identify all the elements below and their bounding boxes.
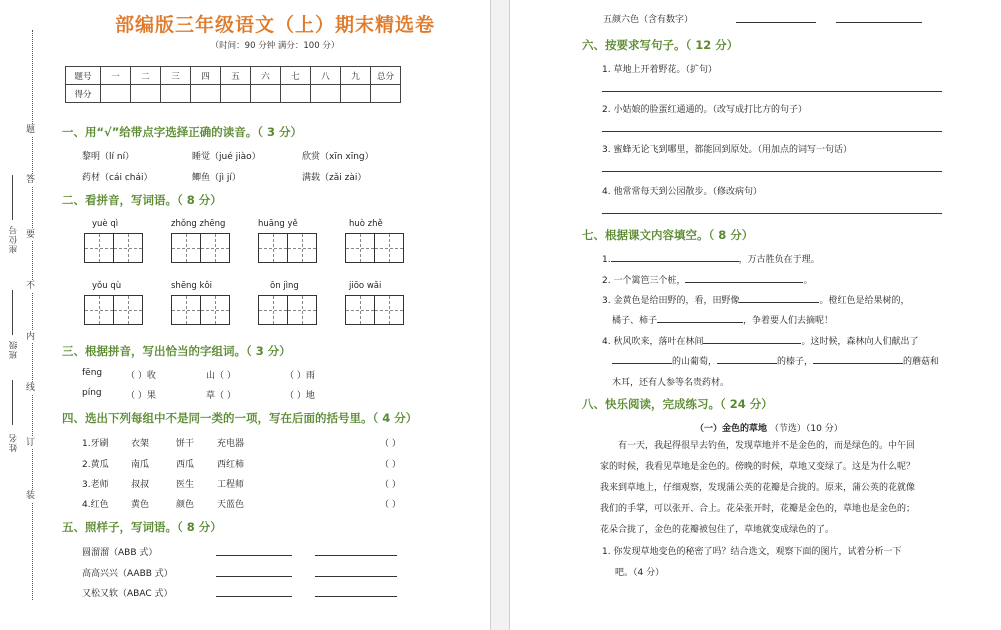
answer-line[interactable] <box>315 555 397 556</box>
pronunciation-item[interactable]: 鲫鱼（jì jí） <box>192 173 241 183</box>
section-5-title: 五、照样子，写词语。（ 8 分） <box>62 520 222 534</box>
pinyin-label: huò zhě <box>349 219 383 229</box>
answer-blank[interactable] <box>611 252 739 262</box>
passage-title-note: （节选）（10 分） <box>769 424 843 434</box>
pinyin-label: yuè qì <box>92 219 119 229</box>
passage-line: 我来到草地上，仔细观察，发现蒲公英的花瓣是合拢的。原来，蒲公英的花就像 <box>600 483 916 493</box>
exam-title: 部编版三年级语文（上）期末精选卷 <box>114 14 435 36</box>
score-cell[interactable] <box>191 85 221 103</box>
fill-in-blank[interactable]: （ ）雨 <box>285 371 315 381</box>
answer-blank[interactable] <box>685 273 803 283</box>
score-header-cell: 八 <box>311 67 341 85</box>
fill-in-blank[interactable]: （ ）果 <box>126 391 156 401</box>
score-cell[interactable] <box>371 85 401 103</box>
word-option: 颜色 <box>176 500 195 510</box>
section-3-title: 三、根据拼音，写出恰当的字组词。（ 3 分） <box>62 344 291 358</box>
sentence-question: 2. 小姑娘的脸蛋红通通的。（改写成打比方的句子） <box>602 105 807 115</box>
answer-line[interactable] <box>602 131 942 132</box>
score-cell[interactable] <box>131 85 161 103</box>
tianzige-box[interactable] <box>84 295 114 325</box>
binding-char: 不 <box>26 281 36 291</box>
fill-text: 橘子、柿子 <box>612 316 658 326</box>
pinyin-label: yǒu qù <box>92 281 122 291</box>
fill-text: 2. 一个篱笆三个桩， <box>602 276 686 286</box>
binding-dotted-line <box>32 30 33 600</box>
score-table-header-row <box>66 67 401 85</box>
passage-line: 花朵合拢了，金色的花瓣被包住了，草地就变成绿色的了。 <box>600 525 835 535</box>
binding-char: 要 <box>26 230 36 240</box>
pinyin-label: shēng kǒi <box>171 281 213 291</box>
answer-paren[interactable]: （ ） <box>380 439 401 449</box>
fill-text: ，争着要人们去摘呢！ <box>743 316 834 326</box>
answer-blank[interactable] <box>739 293 819 303</box>
score-cell[interactable] <box>221 85 251 103</box>
answer-line[interactable] <box>216 576 292 577</box>
score-cell[interactable] <box>281 85 311 103</box>
passage-title <box>695 421 843 434</box>
fill-text: 3. 金黄色是给田野的，看，田野像 <box>602 296 740 306</box>
section-2-title: 二、看拼音，写词语。（ 8 分） <box>62 193 222 207</box>
tianzige-box[interactable] <box>113 233 143 263</box>
score-row-label: 得分 <box>66 85 101 103</box>
binding-strip <box>0 0 48 630</box>
tianzige-box[interactable] <box>200 233 230 263</box>
word-option: 充电器 <box>217 439 245 449</box>
word-option: 4.红色 <box>82 500 109 510</box>
pronunciation-item[interactable]: 药材（cái chái） <box>82 173 153 183</box>
word-option: 叔叔 <box>131 480 150 490</box>
pinyin-label: jiōo wǎi <box>349 281 382 291</box>
binding-char: 题 <box>26 125 36 135</box>
sentence-question: 1. 草地上开着野花。（扩句） <box>602 65 717 75</box>
pinyin-label: huāng yě <box>258 219 298 229</box>
answer-blank[interactable] <box>612 354 672 364</box>
word-option: 天蓝色 <box>217 500 245 510</box>
section-6-title: 六、按要求写句子。（ 12 分） <box>582 38 739 52</box>
passage-line: 家的时候，我看见草地是金色的。傍晚的时候，草地又变绿了。这是为什么呢？ <box>600 462 916 472</box>
answer-paren[interactable]: （ ） <box>380 460 401 470</box>
answer-blank[interactable] <box>813 354 903 364</box>
fill-text: 4. 秋风吹来，落叶在林间 <box>602 337 704 347</box>
fill-text: 的蘑菇和 <box>903 357 940 367</box>
reading-question-cont: 吧。（4 分） <box>615 568 665 578</box>
score-header-cell: 题号 <box>66 67 101 85</box>
pronunciation-item[interactable]: 欣赏（xīn xīng） <box>302 152 374 162</box>
fill-text: 。 <box>803 276 813 286</box>
tianzige-box[interactable] <box>345 233 375 263</box>
fill-text: 1. <box>602 255 611 265</box>
answer-line[interactable] <box>602 171 942 172</box>
passage-line: 有一天，我起得很早去钓鱼，发现草地并不是金色的，而是绿色的。中午回 <box>618 441 916 451</box>
passage-title-text: （一）金色的草地 <box>695 424 768 434</box>
name-label: 姓名 <box>9 433 19 452</box>
word-option: 3.老师 <box>82 480 109 490</box>
score-header-cell: 四 <box>191 67 221 85</box>
section-8-title: 八、快乐阅读，完成练习。（ 24 分） <box>582 397 773 411</box>
score-header-cell: 六 <box>251 67 281 85</box>
answer-line[interactable] <box>836 22 922 23</box>
answer-paren[interactable]: （ ） <box>380 480 401 490</box>
sentence-question: 3. 蜜蜂无论飞到哪里，都能回到原处。（用加点的词写一句话） <box>602 145 852 155</box>
name-line[interactable] <box>12 380 13 425</box>
answer-blank[interactable] <box>657 313 743 323</box>
right-page <box>510 0 1001 630</box>
score-cell[interactable] <box>341 85 371 103</box>
word-option: 1.牙刷 <box>82 439 109 449</box>
tianzige-box[interactable] <box>171 233 201 263</box>
pinyin-prompt: píng <box>82 388 102 398</box>
binding-char: 内 <box>26 332 36 342</box>
word-option: 衣架 <box>131 439 150 449</box>
fill-line <box>612 313 833 326</box>
tianzige-box[interactable] <box>113 295 143 325</box>
fill-text: 。橙红色是给果树的， <box>819 296 910 306</box>
score-header-cell: 五 <box>221 67 251 85</box>
fill-in-blank[interactable]: 山（ ） <box>206 371 236 381</box>
answer-line[interactable] <box>315 576 397 577</box>
pinyin-prompt: fēng <box>82 368 103 378</box>
tianzige-box[interactable] <box>374 295 404 325</box>
tianzige-box[interactable] <box>287 295 317 325</box>
binding-char: 线 <box>26 383 36 393</box>
binding-char: 装 <box>26 491 36 501</box>
tianzige-box[interactable] <box>374 233 404 263</box>
answer-line[interactable] <box>315 596 397 597</box>
word-option: 黄色 <box>131 500 150 510</box>
word-pattern-label: 五颜六色（含有数字） <box>603 15 694 25</box>
pinyin-label: ōn jìng <box>270 281 299 291</box>
pinyin-label: zhǒng zhēng <box>171 219 226 229</box>
class-line[interactable] <box>12 290 13 335</box>
score-cell[interactable] <box>161 85 191 103</box>
score-header-cell: 九 <box>341 67 371 85</box>
left-page <box>0 0 490 630</box>
fill-in-blank[interactable]: 草（ ） <box>206 391 236 401</box>
word-pattern-label: 圆溜溜（ABB 式） <box>82 548 158 558</box>
section-1-title: 一、用“√”给带点字选择正确的读音。（ 3 分） <box>62 125 303 139</box>
answer-paren[interactable]: （ ） <box>380 500 401 510</box>
fill-text: 。这时候，森林向人们献出了 <box>801 337 919 347</box>
answer-line[interactable] <box>216 555 292 556</box>
answer-line[interactable] <box>216 596 292 597</box>
score-table <box>65 66 401 103</box>
page-divider <box>490 0 510 630</box>
score-cell[interactable] <box>251 85 281 103</box>
score-cell[interactable] <box>101 85 131 103</box>
word-option: 医生 <box>176 480 195 490</box>
score-header-cell: 二 <box>131 67 161 85</box>
seat-number-line[interactable] <box>12 175 13 220</box>
score-header-cell: 七 <box>281 67 311 85</box>
tianzige-box[interactable] <box>345 295 375 325</box>
score-cell[interactable] <box>311 85 341 103</box>
answer-line[interactable] <box>602 91 942 92</box>
seat-number-label: 座位号 <box>9 225 19 254</box>
word-option: 西瓜 <box>176 460 195 470</box>
pronunciation-item[interactable]: 睡觉（jué jiào） <box>192 152 261 162</box>
word-pattern-label: 又松又软（ABAC 式） <box>82 589 173 599</box>
binding-char: 答 <box>26 175 36 185</box>
fill-line <box>602 273 812 286</box>
sentence-question: 4. 他常常每天到公园散步。（修改病句） <box>602 187 762 197</box>
passage-body <box>600 436 992 541</box>
fill-text: ，万古胜负在于理。 <box>738 255 820 265</box>
exam-subtitle: （时间：90 分钟 满分：100 分） <box>210 41 340 51</box>
section-7-title: 七、根据课文内容填空。（ 8 分） <box>582 228 754 242</box>
tianzige-box[interactable] <box>287 233 317 263</box>
answer-line[interactable] <box>602 213 942 214</box>
tianzige-box[interactable] <box>200 295 230 325</box>
fill-in-blank[interactable]: （ ）地 <box>285 391 315 401</box>
word-option: 2.黄瓜 <box>82 460 109 470</box>
fill-text: 的榛子， <box>777 357 814 367</box>
fill-line <box>602 334 918 347</box>
answer-blank[interactable] <box>703 334 801 344</box>
fill-line <box>602 293 909 306</box>
answer-blank[interactable] <box>717 354 777 364</box>
tianzige-box[interactable] <box>258 233 288 263</box>
tianzige-box[interactable] <box>171 295 201 325</box>
pronunciation-item[interactable]: 满载（zǎi zài） <box>302 173 367 183</box>
fill-text: 木耳，还有人参等名贵药材。 <box>612 378 730 388</box>
word-option: 工程师 <box>217 480 245 490</box>
fill-line <box>602 252 820 265</box>
pronunciation-item[interactable]: 黎明（lí ní） <box>82 152 135 162</box>
tianzige-box[interactable] <box>258 295 288 325</box>
word-option: 饼干 <box>176 439 195 449</box>
reading-question: 1. 你发现草地变色的秘密了吗？结合选文，观察下面的图片，试着分析一下 <box>602 547 902 557</box>
tianzige-box[interactable] <box>84 233 114 263</box>
passage-line: 我们的手掌，可以张开、合上。花朵张开时，花瓣是金色的，草地也是金色的； <box>600 504 916 514</box>
answer-line[interactable] <box>736 22 816 23</box>
score-header-cell: 总分 <box>371 67 401 85</box>
fill-in-blank[interactable]: （ ）收 <box>126 371 156 381</box>
binding-char: 订 <box>26 438 36 448</box>
fill-text: 的山葡萄， <box>672 357 718 367</box>
section-4-title: 四、选出下列每组中不是同一类的一项，写在后面的括号里。（ 4 分） <box>62 411 418 425</box>
word-pattern-label: 高高兴兴（AABB 式） <box>82 569 173 579</box>
score-table-score-row <box>66 85 401 103</box>
word-option: 西红柿 <box>217 460 245 470</box>
score-header-cell: 一 <box>101 67 131 85</box>
word-option: 南瓜 <box>131 460 150 470</box>
class-label: 班级 <box>9 340 19 359</box>
score-header-cell: 三 <box>161 67 191 85</box>
fill-line <box>612 354 939 367</box>
